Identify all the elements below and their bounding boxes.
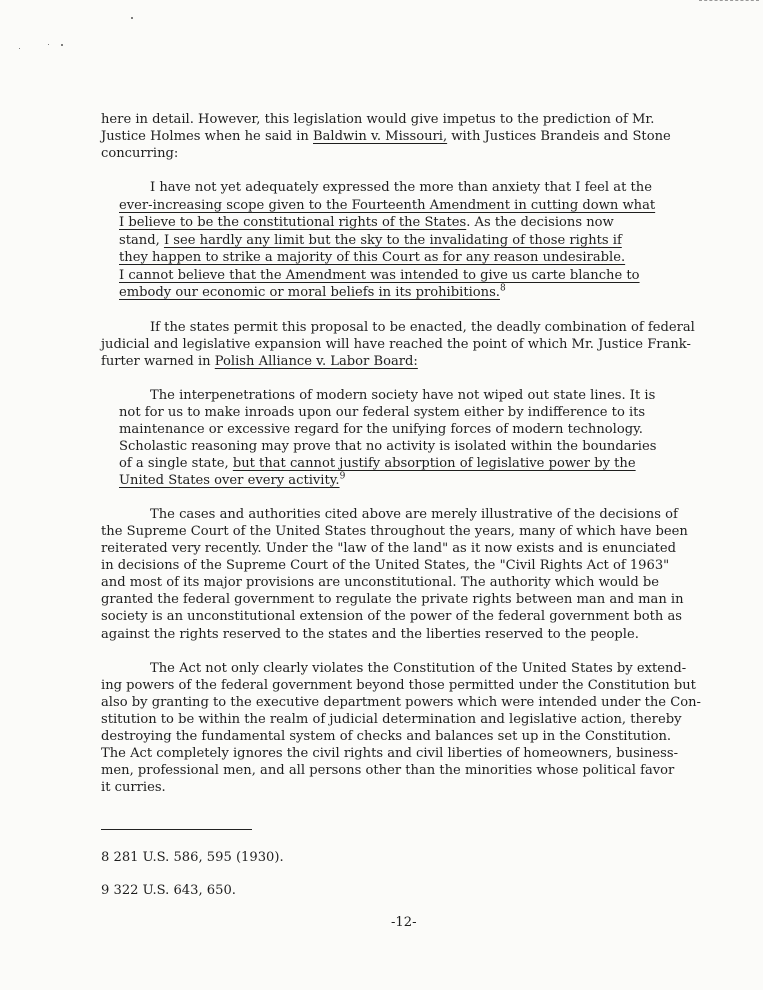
- case-citation-baldwin: Baldwin v. Missouri,: [313, 129, 448, 144]
- text-line: ing powers of the federal government beyond those permitted under the Constitution but: [101, 678, 696, 693]
- scan-speck: [19, 48, 20, 49]
- text-line: the Supreme Court of the United States throughout the years, many of which have been: [101, 524, 688, 539]
- scan-speck: [131, 17, 133, 19]
- quote-line: Scholastic reasoning may prove that no activity is isolated within the boundaries: [119, 439, 657, 454]
- footnote-8: 8 281 U.S. 586, 595 (1930).: [101, 850, 284, 865]
- quote-line: United States over every activity.$^9$: [119, 471, 346, 488]
- quote-line: embody our economic or moral beliefs in its prohibitions.$^8$: [119, 283, 506, 300]
- quote-line: I believe to be the constitutional rights of the States. As the decisions now: [119, 215, 614, 230]
- quote-line: The interpenetrations of modern society have not wiped out state lines. It is: [150, 388, 656, 403]
- footnote-ref-8: 8: [499, 283, 506, 294]
- text-line: reiterated very recently. Under the "law of the land" as it now exists and is enunciated: [101, 541, 677, 556]
- text-line: stitution to be within the realm of judicial determination and legislative action, thereby: [101, 712, 682, 727]
- text-line: destroying the fundamental system of checks and balances set up in the Constitution.: [101, 729, 672, 744]
- text-line: in decisions of the Supreme Court of the United States, the "Civil Rights Act of 1963": [101, 558, 670, 573]
- quote-line: I have not yet adequately expressed the more than anxiety that I feel at the: [150, 180, 652, 195]
- text-line: If the states permit this proposal to be enacted, the deadly combination of federal: [150, 320, 695, 335]
- text-line: men, professional men, and all persons other than the minorities whose political favor: [101, 763, 675, 778]
- footnote-divider: [101, 829, 252, 830]
- text-line: against the rights reserved to the states and the liberties reserved to the people.: [101, 627, 639, 642]
- quote-line: stand, I see hardly any limit but the sky to the invalidating of those rights if: [119, 233, 622, 248]
- text-line: The cases and authorities cited above are merely illustrative of the decisions of: [150, 507, 678, 522]
- text-line: here in detail. However, this legislation would give impetus to the prediction of Mr.: [101, 112, 655, 127]
- text-line: and most of its major provisions are unconstitutional. The authority which would be: [101, 575, 659, 590]
- quote-line: they happen to strike a majority of this Court as for any reason undesirable.: [119, 250, 626, 265]
- page-edge-mark: [699, 0, 759, 2]
- quote-line: I cannot believe that the Amendment was intended to give us carte blanche to: [119, 268, 640, 283]
- text-line: The Act not only clearly violates the Constitution of the United States by extend-: [150, 661, 687, 676]
- quote-line: ever-increasing scope given to the Fourteenth Amendment in cutting down what: [119, 198, 656, 213]
- text-line: concurring:: [101, 146, 179, 161]
- footnote-ref-9: 9: [339, 471, 346, 482]
- text-line: judicial and legislative expansion will have reached the point of which Mr. Justice Frank-: [101, 337, 691, 352]
- quote-line: maintenance or excessive regard for the unifying forces of modern technology.: [119, 422, 643, 437]
- scan-speck: [48, 44, 49, 45]
- text-line: granted the federal government to regulate the private rights between man and man in: [101, 592, 684, 607]
- text-line: furter warned in Polish Alliance v. Labor Board:: [101, 354, 418, 369]
- text-line: also by granting to the executive department powers which were intended under the Con-: [101, 695, 701, 710]
- text-line: Justice Holmes when he said in Baldwin v. Missouri, with Justices Brandeis and Stone: [101, 129, 671, 144]
- quote-line: of a single state, but that cannot justify absorption of legislative power by the: [119, 456, 636, 471]
- scan-speck: [61, 44, 63, 46]
- text-line: society is an unconstitutional extension of the power of the federal government both as: [101, 609, 682, 624]
- text-line: The Act completely ignores the civil rights and civil liberties of homeowners, business-: [101, 746, 679, 761]
- case-citation-polish-alliance: Polish Alliance v. Labor Board:: [214, 354, 418, 369]
- footnote-9: 9 322 U.S. 643, 650.: [101, 883, 236, 898]
- text-line: it curries.: [101, 780, 166, 795]
- page-number: -12-: [391, 915, 417, 930]
- quote-line: not for us to make inroads upon our federal system either by indifference to its: [119, 405, 646, 420]
